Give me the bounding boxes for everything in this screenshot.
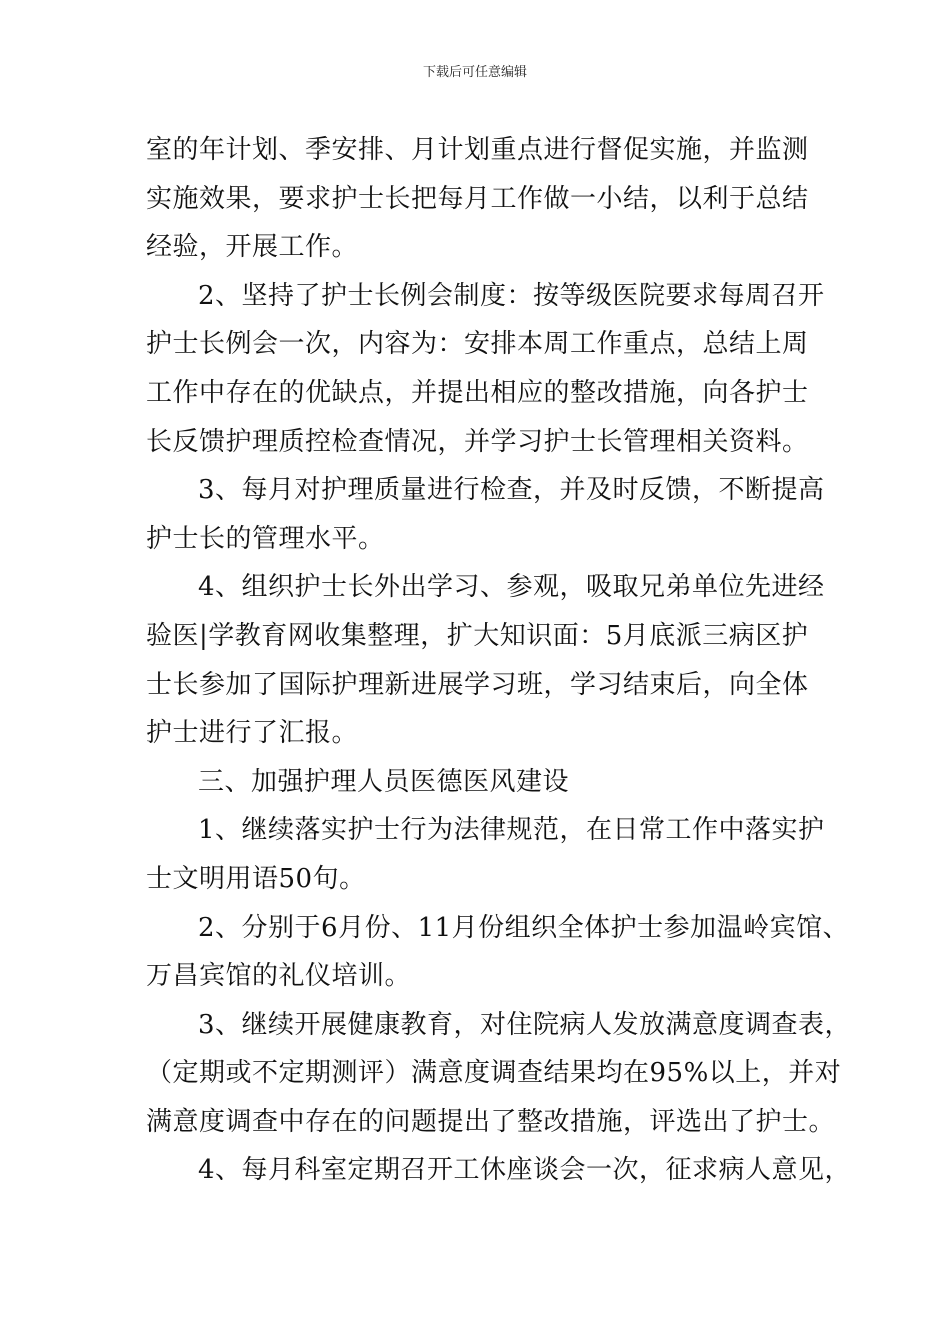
text-line: 实施效果，要求护士长把每月工作做一小结，以利于总结 (146, 183, 809, 214)
text-line: 护士进行了汇报。 (146, 718, 359, 749)
text-line: 护士长的管理水平。 (146, 523, 385, 554)
page-header-note: 下载后可任意编辑 (422, 65, 527, 80)
text-line: 护士长例会一次，内容为：安排本周工作重点，总结上周 (146, 329, 809, 360)
text-line: 4、每月科室定期召开工休座谈会一次，征求病人意见， (198, 1155, 852, 1186)
text-line: 3、继续开展健康教育，对住院病人发放满意度调查表， (198, 1009, 852, 1040)
text-line: 三、加强护理人员医德医风建设 (198, 766, 570, 797)
text-line: （定期或不定期测评）满意度调查结果均在95%以上，并对 (146, 1058, 842, 1089)
text-line: 工作中存在的优缺点，并提出相应的整改措施，向各护士 (146, 377, 809, 408)
text-line: 验医|学教育网收集整理，扩大知识面：5月底派三病区护 (146, 620, 809, 651)
text-line: 士文明用语50句。 (146, 863, 366, 894)
text-line: 满意度调查中存在的问题提出了整改措施，评选出了护士。 (146, 1106, 836, 1137)
text-line: 1、继续落实护士行为法律规范，在日常工作中落实护 (198, 815, 825, 846)
text-line: 3、每月对护理质量进行检查，并及时反馈，不断提高 (198, 475, 825, 506)
document-body (146, 126, 852, 1195)
text-line: 经验，开展工作。 (146, 232, 359, 263)
text-line: 4、组织护士长外出学习、参观，吸取兄弟单位先进经 (198, 572, 825, 603)
text-line: 长反馈护理质控检查情况，并学习护士长管理相关资料。 (146, 426, 809, 457)
text-line: 室的年计划、季安排、月计划重点进行督促实施，并监测 (146, 135, 809, 165)
text-line: 2、分别于6月份、11月份组织全体护士参加温岭宾馆、 (198, 912, 850, 943)
text-line: 士长参加了国际护理新进展学习班，学习结束后，向全体 (146, 669, 809, 700)
text-line: 2、坚持了护士长例会制度：按等级医院要求每周召开 (198, 280, 825, 311)
text-line: 万昌宾馆的礼仪培训。 (146, 961, 412, 992)
